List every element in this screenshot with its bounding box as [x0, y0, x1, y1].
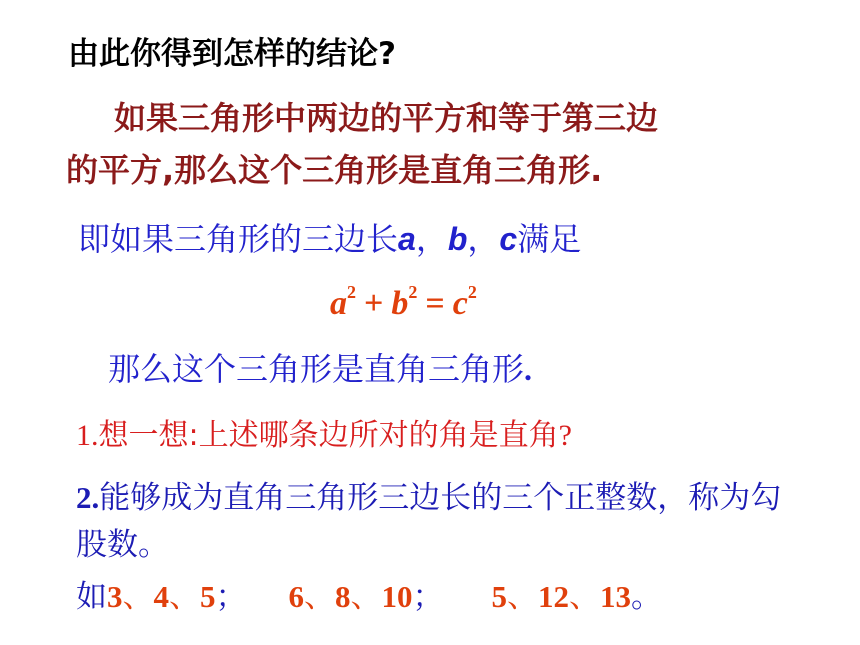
triple-3-b: 12 — [538, 579, 569, 614]
eq-b: b — [391, 285, 409, 322]
think-qmark: ? — [558, 419, 572, 452]
eq-c: c — [452, 285, 468, 322]
restatement-prefix: 即如果三角形的三边长 — [78, 220, 399, 258]
conclusion-line-2: 的平方,那么这个三角形是直角三角形. — [66, 151, 603, 189]
think-prompt — [76, 410, 572, 454]
eq-exp-a: 2 — [347, 281, 356, 302]
triple-3-a: 5 — [491, 579, 507, 614]
pythagorean-definition — [76, 474, 796, 569]
restatement-suffix: 满足 — [517, 220, 582, 258]
eq-exp-c: 2 — [467, 281, 477, 302]
then-statement — [108, 344, 532, 390]
var-b: b — [447, 221, 468, 257]
conclusion-statement — [66, 92, 786, 196]
triple-3-c: 13 — [600, 579, 631, 614]
comma-2: ， — [467, 220, 500, 258]
examples-end: 。 — [631, 579, 662, 615]
conclusion-line-1: 如果三角形中两边的平方和等于第三边 — [114, 99, 659, 137]
group-sep-2: ； — [412, 579, 444, 615]
then-text: 那么这个三角形是直角三角形 — [108, 350, 525, 388]
definition-number: 2. — [76, 480, 100, 515]
eq-equals: = — [425, 285, 445, 322]
examples-line — [76, 571, 662, 616]
comma-1: ， — [415, 220, 448, 258]
then-period: . — [524, 351, 533, 387]
triple-2-c: 10 — [381, 579, 413, 614]
var-a: a — [398, 221, 416, 257]
triple-3-sep-1: 、 — [507, 579, 538, 615]
triple-3 — [492, 579, 632, 614]
think-text: 想一想:上述哪条边所对的角是直角 — [98, 418, 559, 453]
eq-a: a — [330, 285, 347, 322]
question-title: 由此你得到怎样的结论? — [68, 36, 396, 72]
group-sep-1: ； — [215, 579, 247, 615]
eq-exp-b: 2 — [408, 281, 418, 302]
examples-prefix: 如 — [76, 579, 107, 615]
triple-2-sep-1: 、 — [304, 579, 335, 615]
triple-2-b: 8 — [335, 579, 351, 614]
triple-1-c: 5 — [200, 579, 216, 614]
triple-3-sep-2: 、 — [569, 579, 600, 615]
think-number: 1. — [76, 419, 99, 452]
var-c: c — [499, 221, 518, 257]
triple-1-sep-2: 、 — [169, 579, 200, 615]
triple-1-a: 3 — [107, 579, 123, 614]
pythagorean-equation — [330, 281, 477, 323]
eq-plus: + — [364, 285, 384, 322]
triple-2-a: 6 — [288, 579, 304, 614]
restatement-line — [78, 214, 581, 260]
definition-text: 能够成为直角三角形三边长的三个正整数，称为勾股数。 — [76, 480, 782, 563]
triple-2 — [289, 579, 413, 614]
triple-1-sep-1: 、 — [122, 579, 154, 615]
triple-2-sep-2: 、 — [350, 579, 382, 615]
triple-1 — [107, 579, 216, 614]
triple-1-b: 4 — [153, 579, 169, 614]
